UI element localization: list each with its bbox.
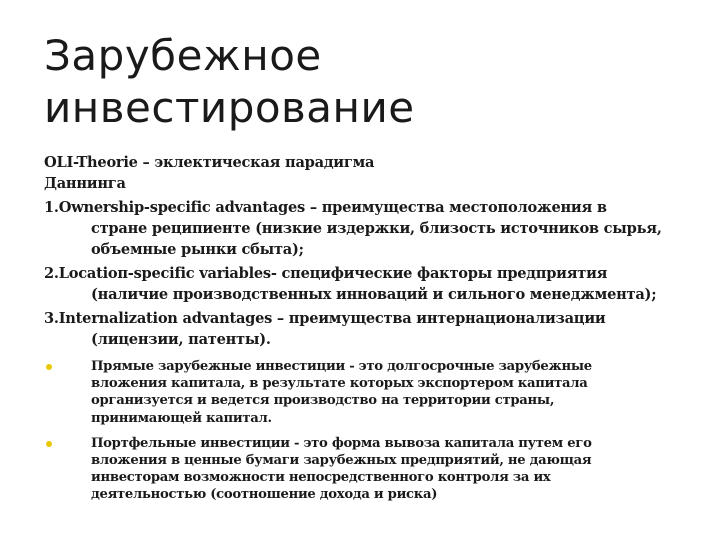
bullet-item-direct-investment bbox=[44, 358, 664, 427]
numbered-item-1: 1.Ownership-specific advantages – преимущества местоположения в стране реципиенте (низкие издержки, близость источников сырья, объемные рынки сбыта); bbox=[44, 199, 662, 258]
numbered-item-3: 3.Internalization advantages – преимущества интернационализации (лицензии, патенты). bbox=[44, 310, 606, 348]
numbered-item-2: 2.Locatioп-specific variables- специфические факторы предприятия (наличие производственных инноваций и сильного менеджмента); bbox=[44, 265, 657, 303]
intro-line-2: Даннинга bbox=[44, 175, 126, 192]
bullet-dot-icon bbox=[46, 441, 52, 447]
intro-line-1: OLI-Theorie – эклектическая парадигма bbox=[44, 154, 375, 171]
bullet-text: Прямые зарубежные инвестиции - это долгосрочные зарубежные вложения капитала, в результате которых экспортером капитала организуется и ведется производство на территории страны, принимающей капитал. bbox=[91, 359, 592, 426]
slide-body bbox=[44, 152, 664, 512]
slide-title: Зарубежное инвестирование bbox=[44, 31, 415, 132]
bullet-text: Портфельные инвестиции - это форма вывоза капитала путем его вложения в ценные бумаги зарубежных предприятий, не дающая инвесторам возможности непосредственного контроля за их деятельностью (соотношение дохода и риска) bbox=[91, 435, 592, 503]
bullet-item-portfolio-investment bbox=[44, 435, 664, 504]
bullet-list bbox=[44, 358, 664, 504]
bullet-dot-icon bbox=[46, 364, 52, 370]
